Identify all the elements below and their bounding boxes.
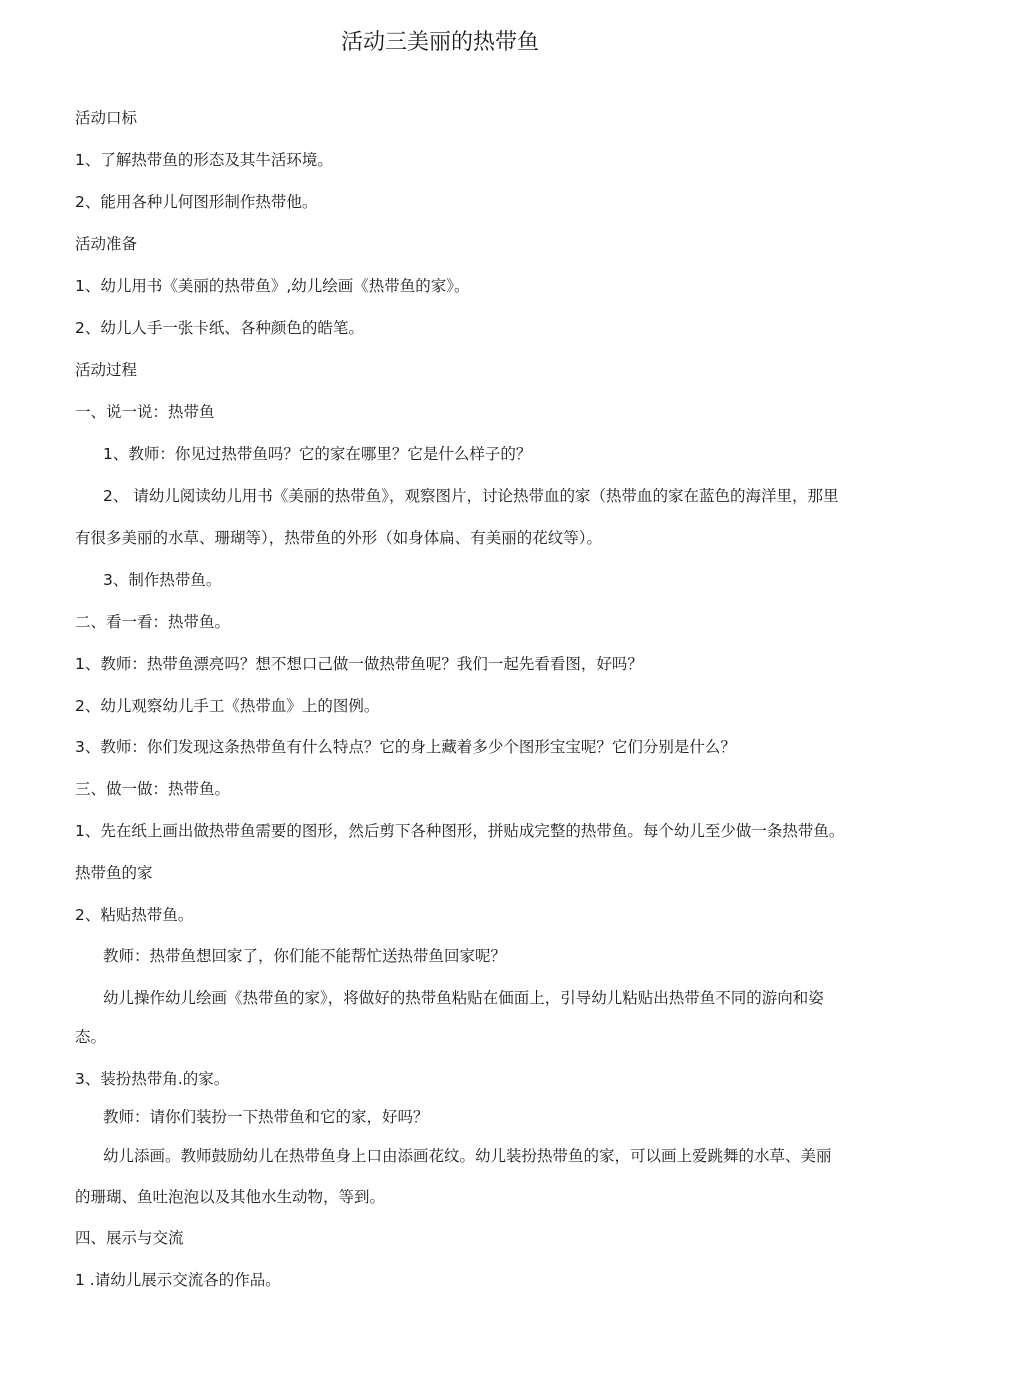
preparation-item-1: 1、幼儿用书《美丽的热带鱼》,幼儿绘画《热带鱼的家》。 — [75, 277, 470, 295]
paragraph-line: 的珊瑚、鱼吐泡泡以及其他水生动物，等到。 — [75, 1188, 386, 1206]
paragraph-line: 态。 — [75, 1028, 107, 1046]
step-heading-4: 四、展示与交流 — [75, 1229, 184, 1247]
paragraph-line: 3、制作热带鱼。 — [103, 571, 222, 589]
paragraph-line: 教师：请你们装扮一下热带鱼和它的家，好吗？ — [103, 1108, 429, 1126]
paragraph-line: 1、先在纸上画出做热带鱼需要的图形，然后剪下各种图形，拼贴成完整的热带鱼。每个幼儿至少做一条热带鱼。 — [75, 822, 845, 840]
paragraph-line: 1、教师：你见过热带鱼吗？它的家在哪里？它是什么样子的？ — [103, 445, 532, 463]
paragraph-line: 2、 请幼儿阅读幼儿用书《美丽的热带鱼》，观察图片，讨论热带血的家（热带血的家在蓝色的海洋里，那里 — [103, 487, 839, 505]
section-heading-process: 活动过程 — [75, 361, 138, 379]
section-heading-goals: 活动口标 — [75, 109, 138, 127]
document-title: 活动三美丽的热带鱼 — [341, 30, 540, 55]
paragraph-line: 2、幼儿观察幼儿手工《热带血》上的图例。 — [75, 697, 380, 715]
paragraph-line: 3、装扮热带角.的家。 — [75, 1070, 230, 1088]
goal-item-1: 1、了解热带鱼的形态及其牛活环境。 — [75, 151, 333, 169]
paragraph-line: 幼儿添画。教师鼓励幼儿在热带鱼身上口由添画花纹。幼儿装扮热带鱼的家，可以画上爱跳舞的水草、美丽 — [103, 1147, 832, 1165]
paragraph-line: 1、教师：热带鱼漂亮吗？想不想口己做一做热带鱼呢？我们一起先看看图，好吗？ — [75, 655, 643, 673]
goal-item-2: 2、能用各种儿何图形制作热带他。 — [75, 193, 318, 211]
preparation-item-2: 2、幼儿人手一张卡纸、各种颜色的皓笔。 — [75, 319, 364, 337]
step-heading-3: 三、做一做：热带鱼。 — [75, 780, 231, 798]
section-heading-preparation: 活动准备 — [75, 235, 138, 253]
paragraph-line: 3、教师：你们发现这条热带鱼有什么特点？它的身上藏着多少个图形宝宝呢？它们分别是什么？ — [75, 738, 736, 756]
paragraph-line: 2、粘贴热带鱼。 — [75, 906, 194, 924]
paragraph-line: 热带鱼的家 — [75, 864, 153, 882]
step-heading-2: 二、看一看：热带鱼。 — [75, 613, 231, 631]
paragraph-line: 教师：热带鱼想回家了，你们能不能帮忙送热带鱼回家呢？ — [103, 947, 507, 965]
paragraph-line: 1 .请幼儿展示交流各的作品。 — [75, 1271, 281, 1289]
step-heading-1: 一、说一说：热带鱼 — [75, 403, 215, 421]
paragraph-line: 幼儿操作幼儿绘画《热带鱼的家》，将做好的热带鱼粘贴在価面上，引导幼儿粘贴出热带鱼不同的游向和姿 — [103, 989, 824, 1007]
paragraph-line: 有很多美丽的水草、珊瑚等），热带鱼的外形（如身体扁、有美丽的花纹等）。 — [75, 529, 603, 547]
